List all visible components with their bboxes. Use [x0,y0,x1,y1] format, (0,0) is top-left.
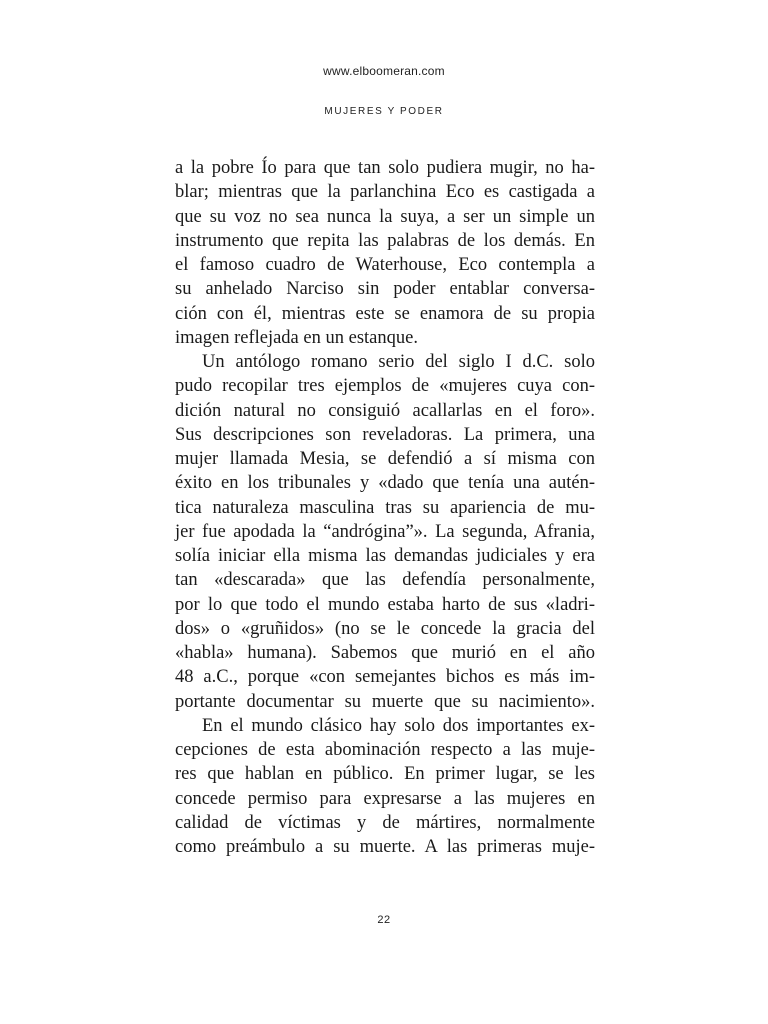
text-line: portante documentar su muerte que su nacimiento». [175,691,595,712]
text-line: 48 a.C., porque «con semejantes bichos es más im- [175,667,595,688]
text-line: En el mundo clásico hay solo dos importantes ex- [202,715,595,736]
text-line: dos» o «gruñidos» (no se le concede la gracia del [175,618,595,639]
site-url[interactable]: www.elboomeran.com [323,64,445,78]
text-line: cepciones de esta abominación respecto a las muje- [175,740,595,760]
text-line: Un antólogo romano serio del siglo I d.C. solo [202,352,595,372]
running-header: MUJERES Y PODER [324,106,444,117]
page-number: 22 [377,914,391,926]
text-line: pudo recopilar tres ejemplos de «mujeres cuya con- [175,376,595,397]
text-line: blar; mientras que la parlanchina Eco es castigada a [175,182,595,203]
text-line: calidad de víctimas y de mártires, normalmente [175,812,595,833]
text-line: imagen reflejada en un estanque. [175,327,418,348]
text-line: res que hablan en público. En primer lugar, se les [175,764,595,785]
text-line: dición natural no consiguió acallarlas en el foro». [175,400,595,421]
text-line: «habla» humana). Sabemos que murió en el año [175,643,595,663]
text-line: a la pobre Ío para que tan solo pudiera mugir, no ha- [175,158,595,178]
text-line: Sus descripciones son reveladoras. La primera, una [175,424,595,445]
text-line: instrumento que repita las palabras de los demás. En [175,230,595,251]
text-line: que su voz no sea nunca la suya, a ser un simple un [175,206,595,227]
text-line: mujer llamada Mesia, se defendió a sí misma con [175,449,595,469]
text-line: solía iniciar ella misma las demandas judiciales y era [175,546,595,566]
text-line: jer fue apodada la “andrógina”». La segunda, Afrania, [175,521,595,542]
text-line: tica naturaleza masculina tras su apariencia de mu- [175,497,595,518]
text-line: por lo que todo el mundo estaba harto de sus «ladri- [175,594,595,615]
text-line: ción con él, mientras este se enamora de su propia [175,303,595,324]
text-line: el famoso cuadro de Waterhouse, Eco contempla a [175,255,595,275]
text-line: su anhelado Narciso sin poder entablar conversa- [175,279,595,300]
text-line: concede permiso para expresarse a las mujeres en [175,788,595,809]
text-line: como preámbulo a su muerte. A las primeras muje- [175,837,595,857]
text-line: tan «descarada» que las defendía personalmente, [175,570,595,591]
body-text [175,156,595,859]
text-line: éxito en los tribunales y «dado que tenía una autén- [175,473,595,494]
